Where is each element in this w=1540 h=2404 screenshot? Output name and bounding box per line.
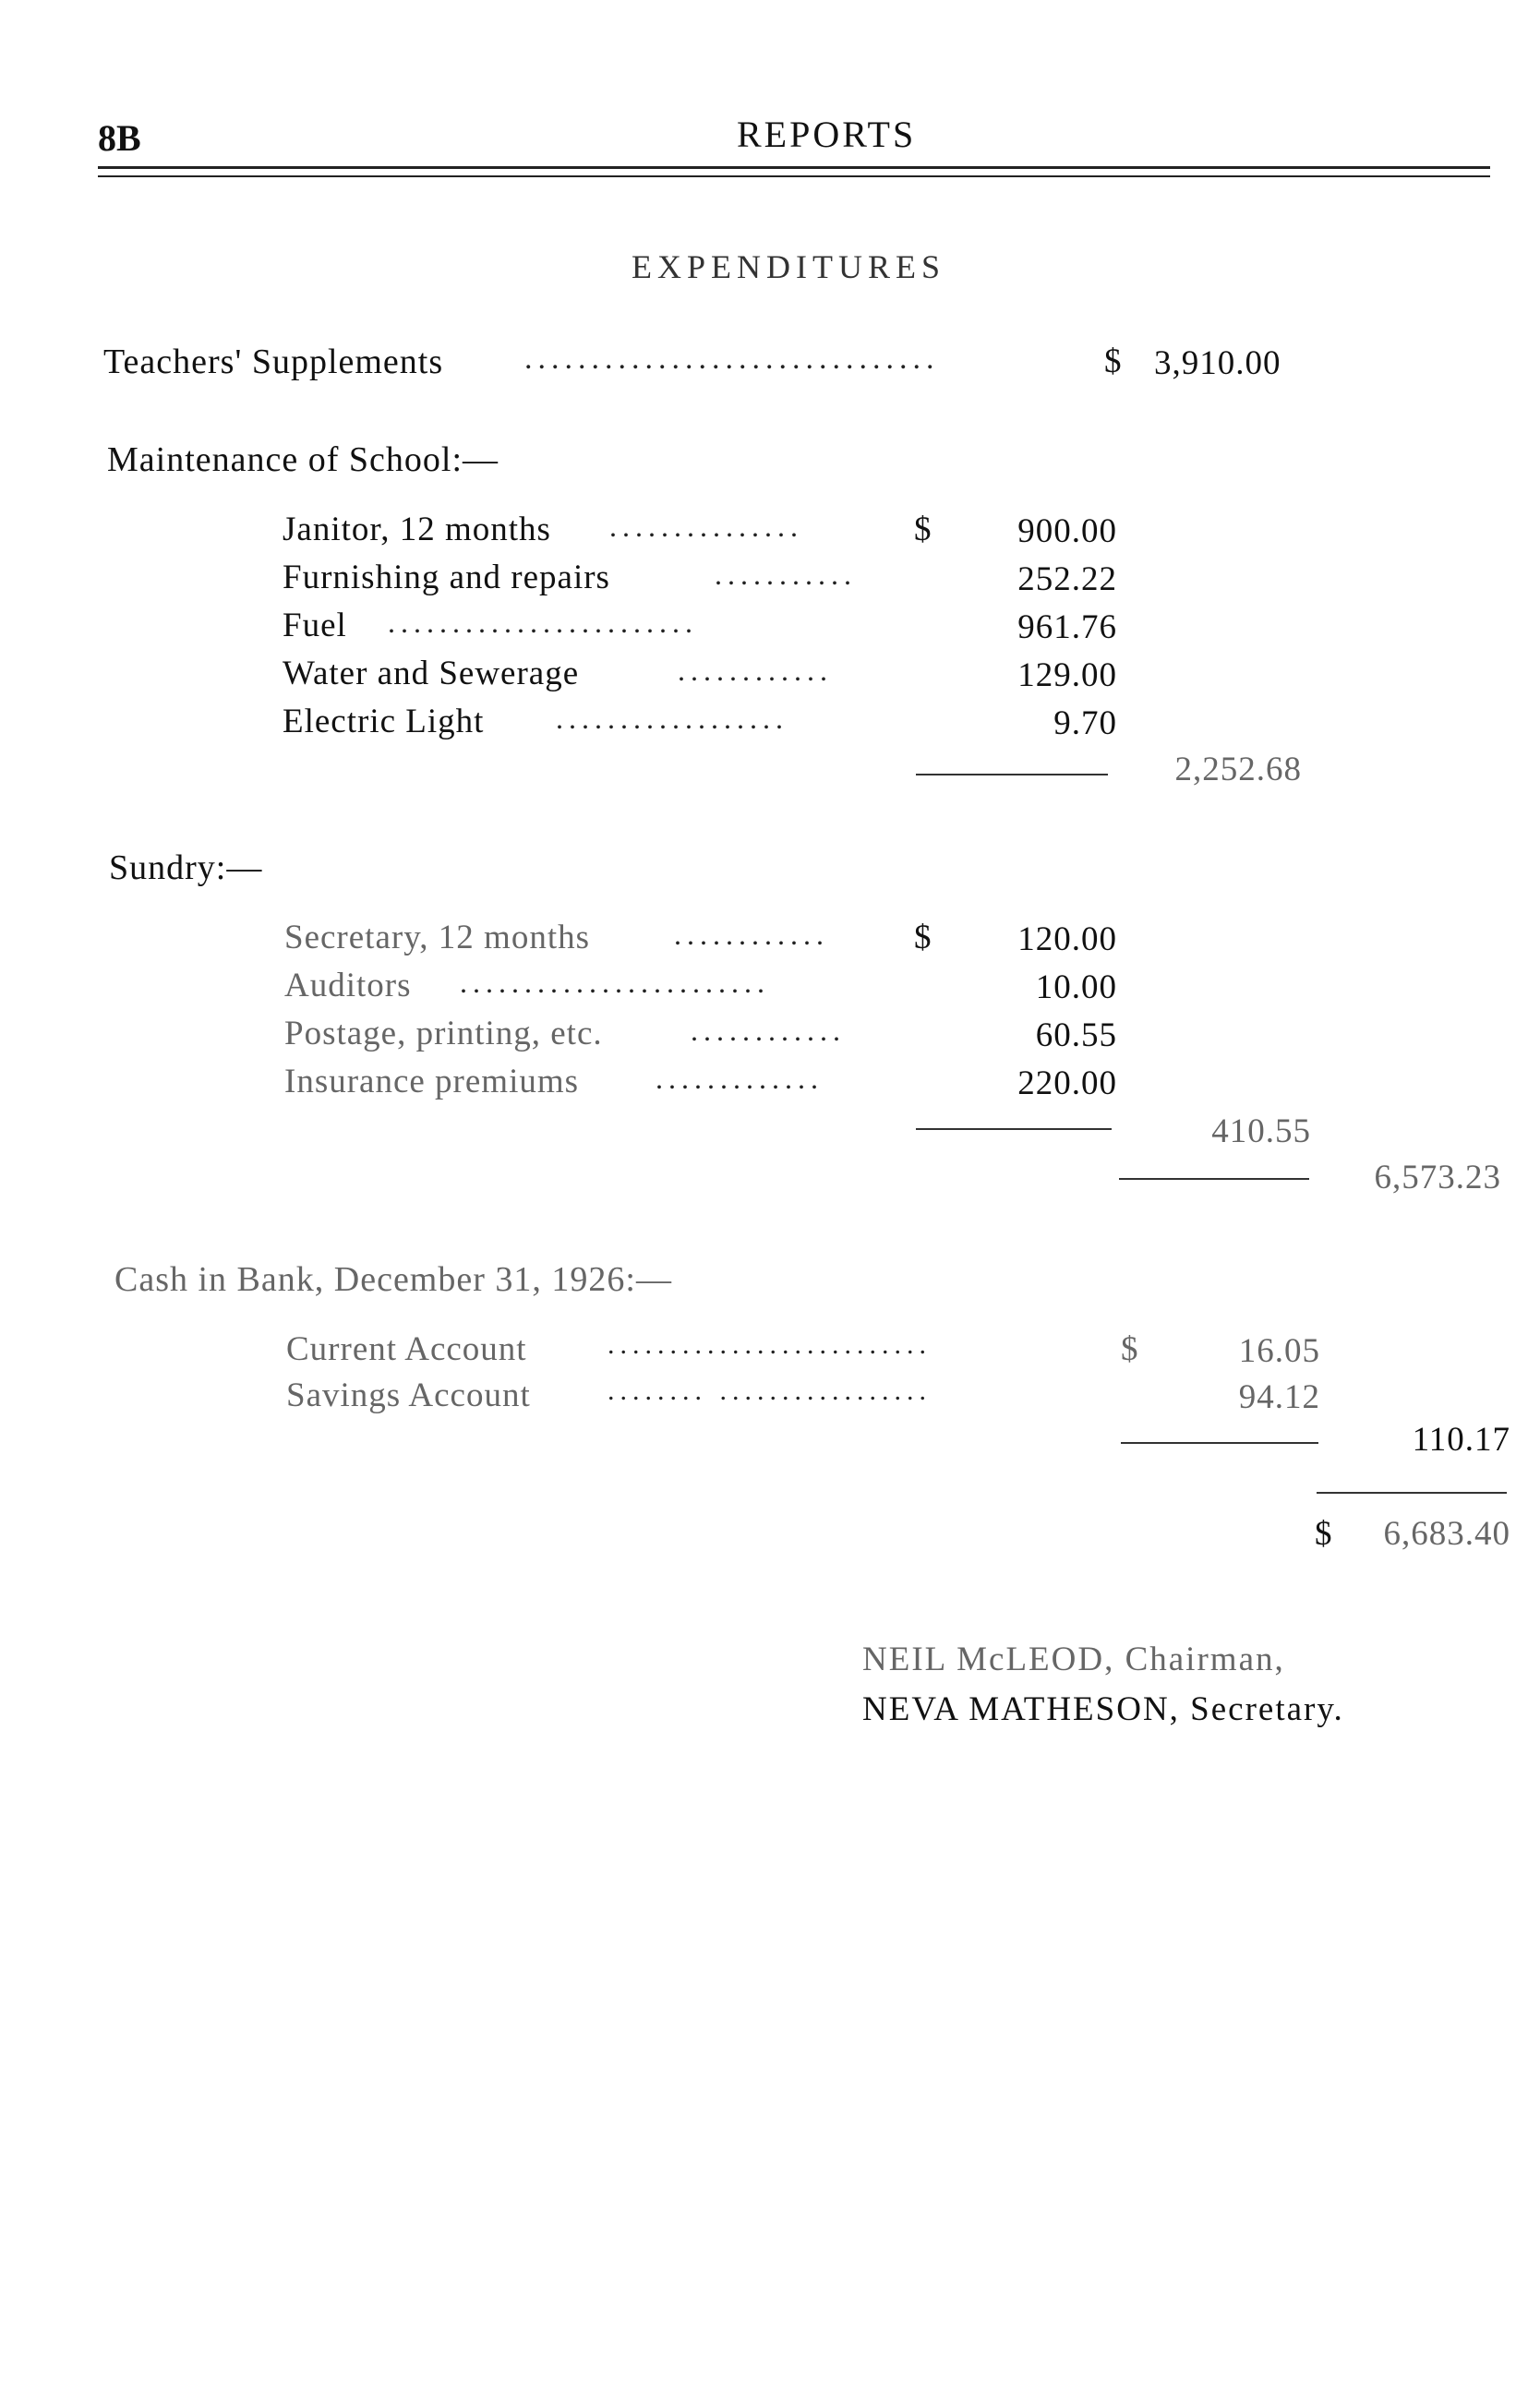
maintenance-item-amount: 129.00 — [1017, 656, 1117, 694]
cash-item-label: Current Account — [286, 1330, 527, 1368]
grand-total-amount: 6,683.40 — [1383, 1515, 1510, 1553]
maintenance-item-dots: .................. — [556, 702, 788, 735]
running-title: REPORTS — [737, 114, 917, 155]
sundry-item-dots: ............. — [656, 1062, 824, 1095]
maintenance-item-label: Furnishing and repairs — [283, 559, 610, 596]
cash-item-currency: $ — [1121, 1330, 1139, 1368]
maintenance-item-label: Fuel — [283, 607, 347, 644]
sundry-subtotal-rule — [916, 1128, 1112, 1130]
teachers-supplements-dots: ............................... — [524, 342, 940, 376]
sundry-item-label: Auditors — [284, 967, 412, 1004]
section-title: EXPENDITURES — [632, 248, 945, 285]
sundry-item-dots: ............ — [691, 1014, 846, 1047]
sundry-item-amount: 220.00 — [1017, 1064, 1117, 1102]
grand-total-rule — [1317, 1492, 1507, 1494]
teachers-currency: $ — [1104, 343, 1123, 380]
maintenance-item-dots: ........... — [715, 558, 857, 591]
cash-subtotal: 110.17 — [1412, 1421, 1510, 1459]
chairman-signature: NEIL McLEOD, Chairman, — [862, 1641, 1285, 1678]
page-number: 8B — [98, 117, 141, 159]
cash-item-dots: ........ ................. — [608, 1376, 932, 1406]
maintenance-subtotal-rule — [916, 774, 1108, 775]
maintenance-heading: Maintenance of School:— — [107, 440, 499, 479]
sundry-item-dots: ........................ — [460, 966, 770, 999]
sundry-heading: Sundry:— — [109, 848, 263, 887]
maintenance-item-label: Janitor, 12 months — [283, 511, 551, 548]
teachers-amount: 3,910.00 — [1154, 344, 1281, 382]
maintenance-subtotal: 2,252.68 — [1174, 751, 1302, 788]
maintenance-item-dots: ........................ — [388, 606, 698, 639]
sundry-subtotal: 410.55 — [1211, 1112, 1311, 1150]
grand-total-currency: $ — [1315, 1515, 1333, 1553]
cash-item-dots: .......................... — [608, 1329, 932, 1360]
sundry-item-amount: 120.00 — [1017, 920, 1117, 958]
secretary-signature: NEVA MATHESON, Secretary. — [862, 1690, 1344, 1728]
expenditure-total-rule — [1119, 1178, 1309, 1180]
maintenance-item-currency: $ — [914, 511, 932, 548]
maintenance-item-amount: 9.70 — [1053, 704, 1117, 742]
maintenance-item-dots: ............ — [678, 654, 833, 687]
teachers-supplements-label: Teachers' Supplements — [103, 343, 444, 381]
maintenance-item-label: Water and Sewerage — [283, 655, 580, 692]
sundry-item-label: Insurance premiums — [284, 1063, 580, 1100]
cash-item-amount: 94.12 — [1238, 1378, 1320, 1416]
sundry-item-label: Postage, printing, etc. — [284, 1015, 603, 1052]
sundry-item-label: Secretary, 12 months — [284, 919, 590, 956]
cash-in-bank-heading: Cash in Bank, December 31, 1926:— — [114, 1260, 672, 1299]
cash-item-amount: 16.05 — [1238, 1332, 1320, 1370]
sundry-item-dots: ............ — [674, 918, 829, 951]
sundry-item-amount: 60.55 — [1035, 1016, 1117, 1054]
maintenance-item-dots: ............... — [609, 510, 803, 543]
cash-item-label: Savings Account — [286, 1376, 531, 1414]
sundry-item-amount: 10.00 — [1035, 968, 1117, 1006]
header-rule-top — [98, 166, 1490, 169]
maintenance-item-amount: 900.00 — [1017, 512, 1117, 550]
maintenance-item-amount: 961.76 — [1017, 608, 1117, 646]
maintenance-item-label: Electric Light — [283, 703, 485, 740]
header-rule-bottom — [98, 175, 1490, 177]
sundry-item-currency: $ — [914, 919, 932, 956]
maintenance-item-amount: 252.22 — [1017, 560, 1117, 598]
cash-subtotal-rule — [1121, 1442, 1318, 1444]
expenditure-total: 6,573.23 — [1374, 1159, 1501, 1196]
